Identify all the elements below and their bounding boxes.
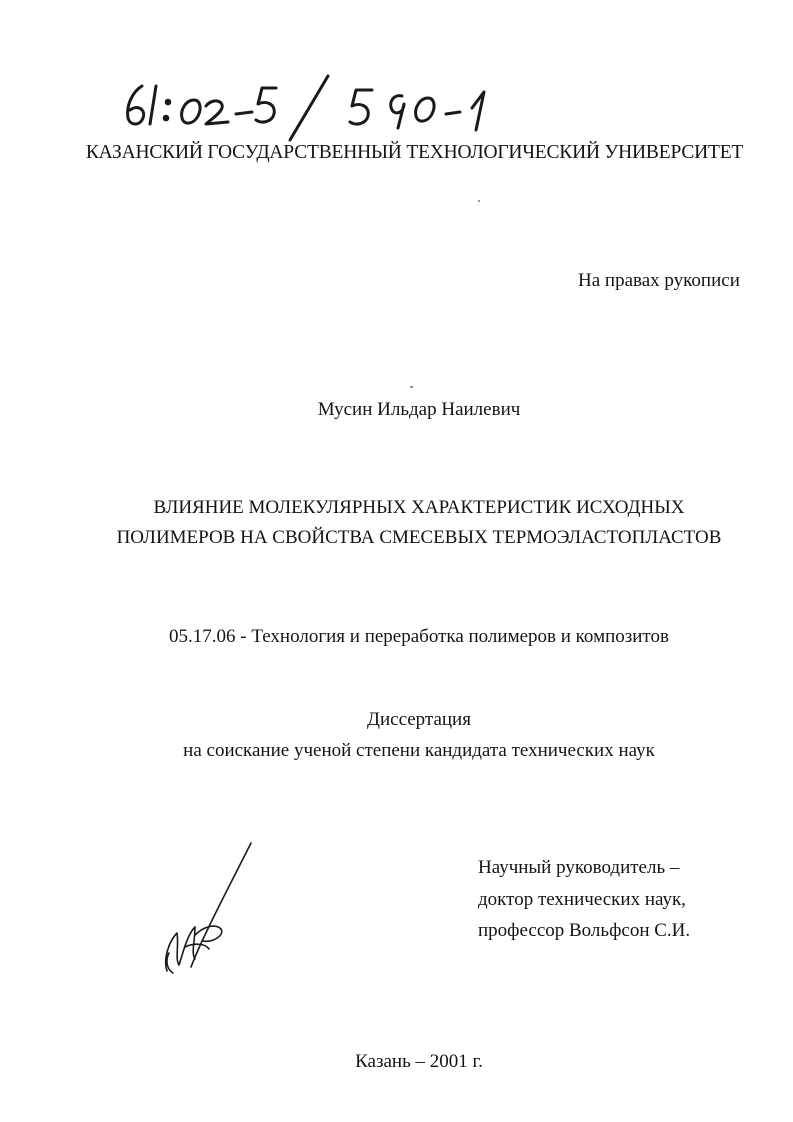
advisor-signature	[155, 835, 265, 980]
scan-speck	[478, 200, 480, 202]
handwritten-archive-number	[110, 68, 530, 143]
author-name: Мусин Ильдар Наилевич	[317, 399, 521, 420]
city-and-year: Казань – 2001 г.	[355, 1051, 483, 1072]
dissertation-type: Диссертация	[367, 709, 471, 730]
advisor-role: Научный руководитель –	[478, 857, 680, 878]
specialty-code: 05.17.06 - Технология и переработка полимеров и композитов	[169, 626, 669, 647]
scan-speck	[410, 386, 413, 388]
thesis-title-line-1: ВЛИЯНИЕ МОЛЕКУЛЯРНЫХ ХАРАКТЕРИСТИК ИСХОДНЫХ	[153, 497, 685, 518]
thesis-title-line-2: ПОЛИМЕРОВ НА СВОЙСТВА СМЕСЕВЫХ ТЕРМОЭЛАСТОПЛАСТОВ	[116, 527, 722, 548]
manuscript-rights-note: На правах рукописи	[578, 270, 740, 291]
dissertation-degree: на соискание ученой степени кандидата технических наук	[183, 740, 655, 761]
university-name: КАЗАНСКИЙ ГОСУДАРСТВЕННЫЙ ТЕХНОЛОГИЧЕСКИЙ УНИВЕРСИТЕТ	[85, 142, 744, 163]
advisor-name: профессор Вольфсон С.И.	[478, 920, 691, 941]
advisor-degree: доктор технических наук,	[478, 889, 686, 910]
